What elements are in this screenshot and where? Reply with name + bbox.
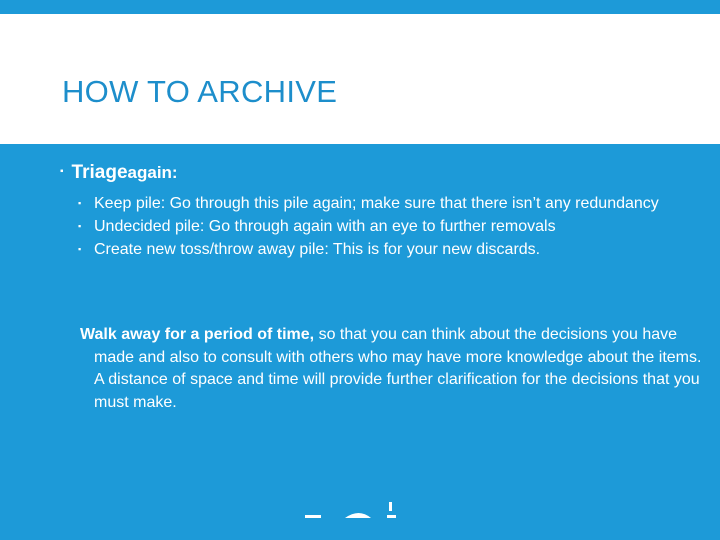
- sub-bullet-item: [78, 194, 678, 214]
- bullet-icon: ▪: [60, 166, 64, 177]
- decorative-mark-icon: [305, 498, 397, 522]
- paragraph-body: so that you can think about the decisions you have made and also to consult with others who may have more knowledge about the items. A distance of space and time will provide further clarification for the decisions that you must make.: [94, 326, 702, 411]
- sub-bullet-text: Create new toss/throw away pile: This is for your new discards.: [94, 241, 541, 258]
- slide-title: HOW TO ARCHIVE: [62, 74, 338, 109]
- bullet-icon: ▪: [78, 198, 82, 208]
- sub-bullet-list: [78, 194, 678, 263]
- sub-bullet-item: [78, 240, 678, 260]
- bullet-triage: [60, 162, 178, 184]
- bullet-label-bold: Triage: [71, 162, 128, 183]
- paragraph-bold-lead: Walk away for a period of time,: [80, 326, 315, 343]
- title-area: [0, 14, 720, 144]
- walk-away-paragraph: [80, 324, 704, 414]
- top-accent-strip: [0, 0, 720, 14]
- content-area: [0, 144, 720, 540]
- bullet-icon: ▪: [78, 221, 82, 231]
- bullet-label-rest: again:: [127, 163, 178, 182]
- sub-bullet-text: Keep pile: Go through this pile again; make sure that there isn’t any redundancy: [94, 195, 659, 212]
- sub-bullet-text: Undecided pile: Go through again with an eye to further removals: [94, 218, 556, 235]
- sub-bullet-item: [78, 217, 678, 237]
- bullet-icon: ▪: [78, 244, 82, 254]
